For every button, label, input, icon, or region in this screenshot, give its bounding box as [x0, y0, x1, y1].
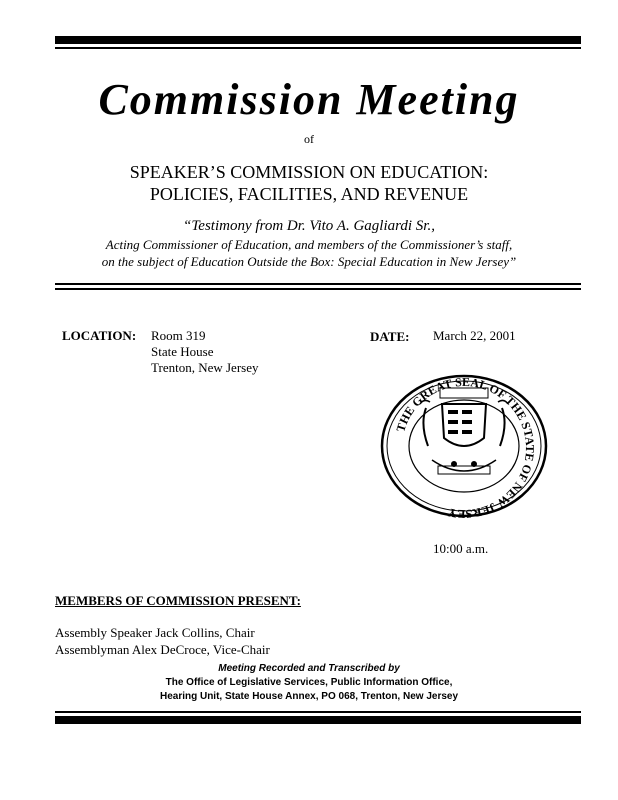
members-list	[55, 624, 270, 658]
footer-line2: The Office of Legislative Services, Public Information Office,	[165, 677, 453, 688]
location-label: LOCATION:	[62, 328, 137, 343]
subject-line1: “Testimony from Dr. Vito A. Gagliardi Sr.,	[183, 218, 435, 234]
top-rule-thick	[55, 36, 581, 44]
of-label: of	[304, 132, 314, 146]
location-value	[151, 328, 258, 376]
members-heading: MEMBERS OF COMMISSION PRESENT:	[55, 593, 301, 608]
transcription-credit	[0, 662, 618, 704]
top-rule-thin	[55, 47, 581, 49]
subject-line3: on the subject of Education Outside the Box: Special Education in New Jersey”	[101, 254, 517, 269]
seal-legend: THE GREAT SEAL OF THE STATE OF NEW JERSEY	[393, 374, 538, 518]
commission-name-line2: POLICIES, FACILITIES, AND REVENUE	[149, 184, 469, 204]
location-line2: State House	[151, 344, 214, 359]
member-item: Assembly Speaker Jack Collins, Chair	[55, 625, 255, 640]
footer-line3: Hearing Unit, State House Annex, PO 068, Trenton, New Jersey	[159, 691, 459, 702]
location-line3: Trenton, New Jersey	[151, 360, 259, 375]
date-label: DATE:	[370, 329, 410, 344]
footer-line1: Meeting Recorded and Transcribed by	[218, 663, 400, 674]
mid-rule-lower	[55, 288, 581, 290]
member-item: Assemblyman Alex DeCroce, Vice-Chair	[55, 642, 270, 657]
commission-name	[0, 161, 618, 205]
meeting-time: 10:00 a.m.	[433, 541, 489, 556]
state-seal-icon	[380, 374, 548, 518]
bottom-rule-thin	[55, 711, 581, 713]
subject-line2: Acting Commissioner of Education, and members of the Commissioner’s staff,	[105, 237, 513, 252]
commission-name-line1: SPEAKER’S COMMISSION ON EDUCATION:	[129, 162, 489, 182]
document-title: Commission Meeting	[98, 75, 520, 124]
meeting-subject	[0, 216, 618, 270]
location-line1: Room 319	[151, 328, 206, 343]
date-value: March 22, 2001	[433, 328, 516, 343]
mid-rule-upper	[55, 283, 581, 285]
bottom-rule-thick	[55, 716, 581, 724]
